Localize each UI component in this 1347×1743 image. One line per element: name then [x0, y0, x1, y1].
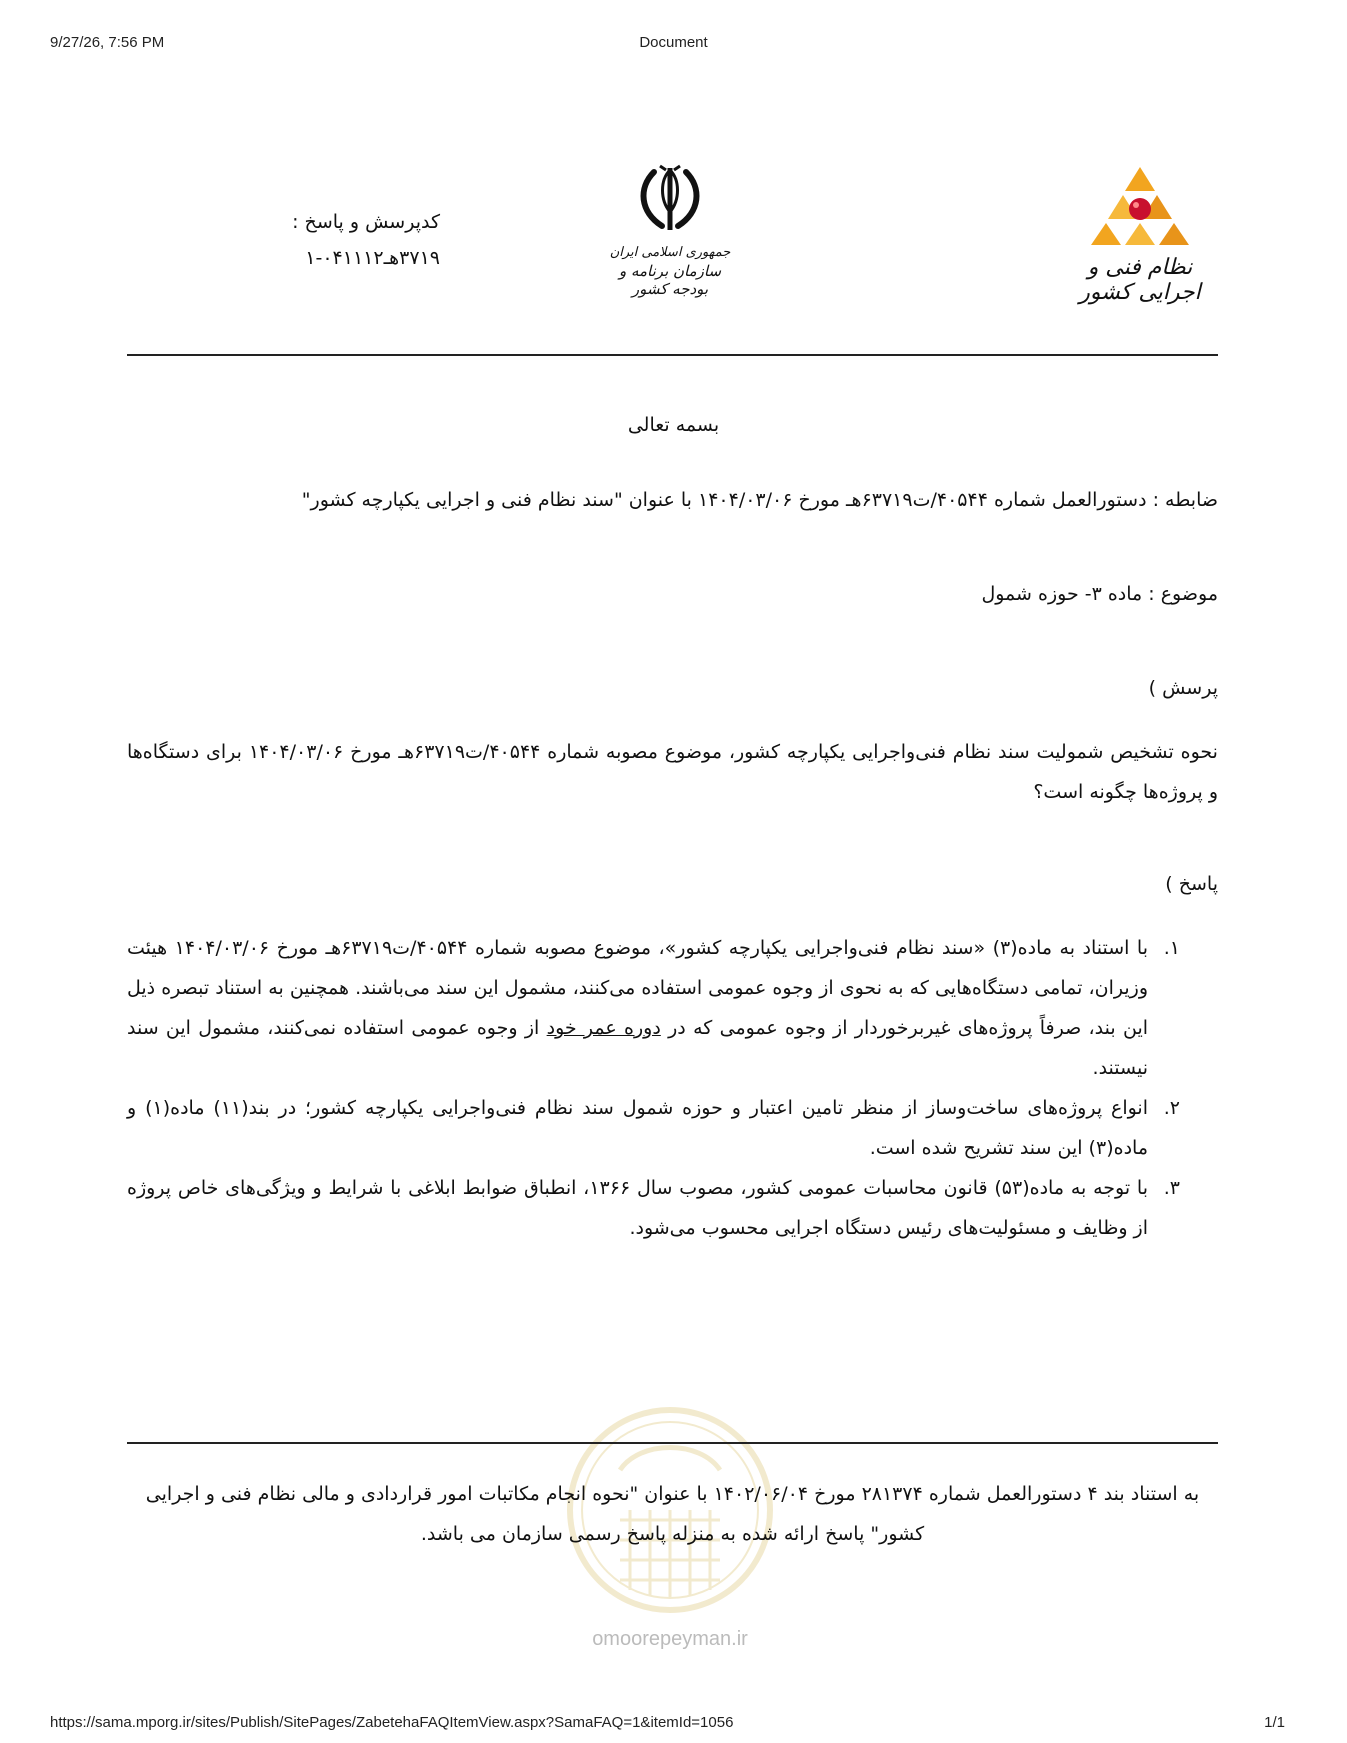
- watermark-url: omoorepeyman.ir: [592, 1628, 748, 1650]
- answer-item: [127, 1088, 1218, 1168]
- answer-number: ۳.: [1163, 1177, 1180, 1199]
- answer-text-continued: از وجوه عمومی استفاده نمی‌کنند، مشمول این سند نیستند.: [127, 1017, 1148, 1079]
- basmala: بسمه تعالی: [627, 414, 720, 436]
- iran-emblem: [600, 160, 740, 310]
- footer-divider: [127, 1442, 1218, 1444]
- technical-system-logo: [1060, 165, 1220, 305]
- subject-line: موضوع : ماده ۳- حوزه شمول: [981, 583, 1218, 605]
- answer-item: [127, 1168, 1218, 1248]
- print-page-number: 1/1: [1264, 1714, 1285, 1731]
- qa-code-block: [250, 204, 440, 276]
- emblem-caption-line2: سازمان برنامه و بودجه کشور: [618, 262, 722, 298]
- qa-code-value: ۳۷۱۹هـ۰۴۱۱۱۲-۱: [305, 247, 440, 269]
- iran-emblem-icon: [630, 160, 710, 240]
- answer-underlined-text: دوره عمر خود: [546, 1017, 661, 1039]
- cube-pyramid-logo-icon: [1060, 165, 1220, 245]
- footer-note: به استناد بند ۴ دستورالعمل شماره ۲۸۱۳۷۴ مورخ ۱۴۰۲/۰۶/۰۴ با عنوان "نحوه انجام مکاتبات امور قراردادی و مالی نظام فنی و اجرایی کشور" پاسخ ارائه شده به منزله پاسخ رسمی سازمان می باشد.: [145, 1483, 1200, 1545]
- answer-label: پاسخ ): [1165, 873, 1218, 895]
- qa-code-label: کدپرسش و پاسخ :: [292, 211, 440, 233]
- answer-list: [127, 928, 1218, 1248]
- print-datetime: 9/27/26, 7:56 PM: [50, 34, 165, 51]
- technical-system-logo-text: نظام فنی و اجرایی کشور: [1079, 255, 1201, 305]
- answer-text: انواع پروژه‌های ساخت‌وساز از منظر تامین اعتبار و حوزه شمول سند نظام فنی‌واجرایی یکپارچه کشور؛ در بند(۱۱) ماده(۱) و ماده(۳) این سند تشریح شده است.: [127, 1097, 1148, 1159]
- header-divider: [127, 354, 1218, 356]
- question-label: پرسش ): [1148, 677, 1218, 699]
- print-url: https://sama.mporg.ir/sites/Publish/SitePages/ZabetehaFAQItemView.aspx?SamaFAQ=1&itemId=1056: [50, 1714, 734, 1731]
- answer-text: با توجه به ماده(۵۳) قانون محاسبات عمومی کشور، مصوب سال ۱۳۶۶، انطباق ضوابط ابلاغی با شرایط و ویژگی‌های خاص پروژه از وظایف و مسئولیت‌های رئیس دستگاه اجرایی محسوب می‌شود.: [127, 1177, 1148, 1239]
- question-text: نحوه تشخیص شمولیت سند نظام فنی‌واجرایی یکپارچه کشور، موضوع مصوبه شماره ۴۰۵۴۴/ت۶۳۷۱۹هـ مورخ ۱۴۰۴/۰۳/۰۶ برای دستگاه‌ها و پروژه‌ها چگونه است؟: [127, 741, 1218, 803]
- answer-text: با استناد به ماده(۳) «سند نظام فنی‌واجرایی یکپارچه کشور»، موضوع مصوبه شماره ۴۰۵۴۴/ت۶۳۷۱۹هـ مورخ ۱۴۰۴/۰۳/۰۶ هیئت وزیران، تمامی دستگاه‌هایی که به نحوی از وجوه عمومی استفاده می‌کنند، مشمول این سند می‌باشند. همچنین به استناد تبصره ذیل این بند، صرفاً پروژه‌های غیربرخوردار از وجوه عمومی که در: [127, 937, 1149, 1039]
- regulation-line: ضابطه : دستورالعمل شماره ۴۰۵۴۴/ت۶۳۷۱۹هـ مورخ ۱۴۰۴/۰۳/۰۶ با عنوان "سند نظام فنی و اجرایی یکپارچه کشور": [301, 489, 1218, 511]
- emblem-caption-line1: جمهوری اسلامی ایران: [609, 245, 731, 260]
- answer-item: [127, 928, 1218, 1088]
- answer-number: ۲.: [1163, 1097, 1180, 1119]
- print-document-title: Document: [639, 34, 708, 51]
- answer-number: ۱.: [1163, 937, 1180, 959]
